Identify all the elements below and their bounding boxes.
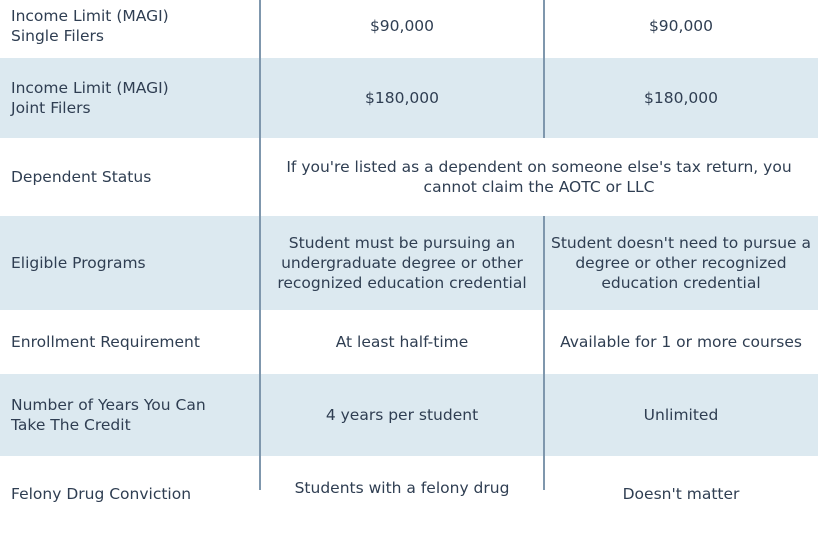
column-divider [259, 0, 261, 490]
llc-cell [544, 374, 818, 456]
llc-cell-text: Unlimited [643, 406, 719, 424]
aotc-cell [260, 310, 544, 374]
row-label [0, 0, 260, 58]
column-divider [543, 216, 545, 490]
llc-cell [544, 310, 818, 374]
llc-cell-text: $180,000 [644, 89, 718, 107]
table-row [0, 374, 818, 456]
aotc-cell [260, 216, 544, 310]
aotc-cell [260, 374, 544, 456]
column-divider [543, 0, 545, 138]
llc-cell [544, 216, 818, 310]
table-row [0, 216, 818, 310]
table-row [0, 0, 818, 58]
aotc-cell-text: $180,000 [365, 89, 439, 107]
row-label-text: Income Limit (MAGI) Joint Filers [11, 79, 169, 117]
aotc-cell-text: Student must be pursuing an undergraduate degree or other recognized education credential [277, 234, 527, 292]
llc-cell [544, 58, 818, 138]
aotc-cell-text: At least half-time [335, 333, 469, 351]
table-row [0, 138, 818, 216]
llc-cell-text: $90,000 [648, 17, 714, 35]
llc-cell [544, 456, 818, 536]
llc-cell-text: Student doesn't need to pursue a degree or other recognized education credential [550, 234, 811, 292]
llc-cell-text: Available for 1 or more courses [560, 333, 802, 351]
aotc-cell [260, 58, 544, 138]
table-row [0, 58, 818, 138]
aotc-cell [260, 456, 544, 536]
row-label-text: Felony Drug Conviction [11, 485, 192, 503]
aotc-cell-text: $90,000 [369, 17, 435, 35]
row-label [0, 58, 260, 138]
llc-cell [544, 0, 818, 58]
row-label [0, 310, 260, 374]
row-label-text: Enrollment Requirement [11, 333, 200, 351]
row-label-text: Eligible Programs [11, 254, 146, 272]
row-label [0, 456, 260, 536]
table-row [0, 456, 818, 536]
aotc-cell [260, 0, 544, 58]
merged-cell-text: If you're listed as a dependent on someone else's tax return, you cannot claim the AOTC or LLC [286, 158, 792, 196]
merged-cell [260, 138, 818, 216]
aotc-cell-text: Students with a felony drug [294, 479, 510, 497]
row-label-text: Dependent Status [11, 168, 152, 186]
llc-cell-text: Doesn't matter [622, 485, 740, 503]
row-label [0, 216, 260, 310]
row-label-text: Number of Years You Can Take The Credit [11, 396, 206, 434]
table-row [0, 310, 818, 374]
aotc-cell-text: 4 years per student [325, 406, 479, 424]
row-label-text: Income Limit (MAGI) Single Filers [11, 7, 169, 45]
row-label [0, 138, 260, 216]
row-label [0, 374, 260, 456]
